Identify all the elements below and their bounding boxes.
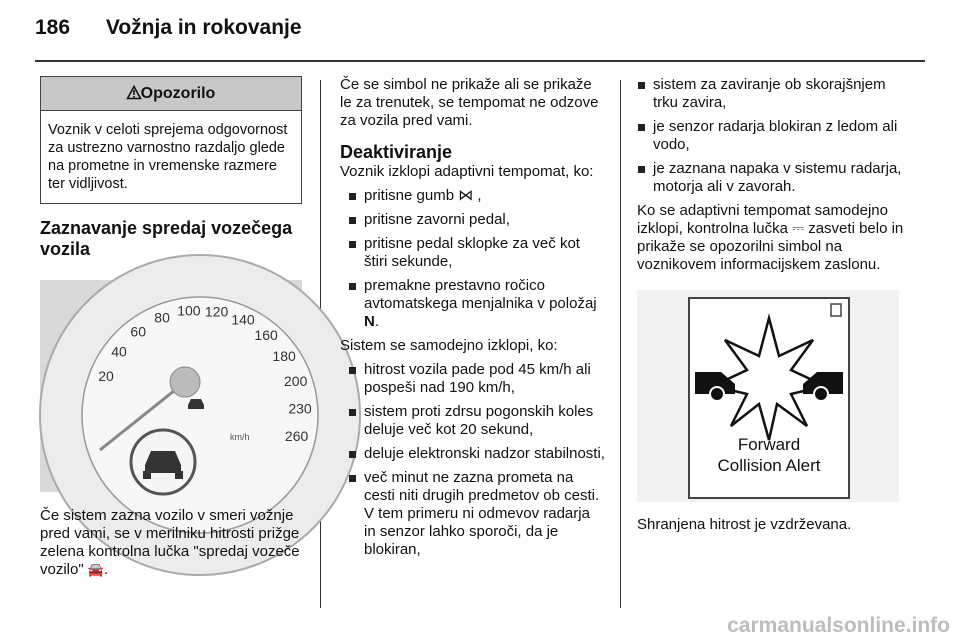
gauge-number: 140	[231, 311, 255, 328]
gauge-number: 120	[204, 303, 229, 320]
section-heading-deactivation: Deaktiviranje	[340, 142, 453, 162]
gauge-number: 80	[154, 309, 170, 326]
forward-collision-alert-display	[637, 290, 899, 502]
front-vehicle-indicator	[188, 399, 204, 409]
page-title: Vožnja in rokovanje	[105, 16, 302, 39]
column-right	[637, 76, 905, 540]
page-header	[35, 16, 302, 40]
list-item: pritisne pedal sklopke za več kot štiri sekunde,	[348, 235, 605, 271]
list-item: pritisne gumb ⋈ ,	[348, 187, 605, 205]
column-left	[40, 76, 312, 585]
gauge-number: 160	[254, 326, 278, 343]
gauge-number: 40	[111, 343, 127, 360]
gauge-number: 20	[98, 367, 114, 384]
header-rule	[35, 60, 925, 62]
gauge-number: 100	[177, 302, 201, 319]
list-item: sistem proti zdrsu pogonskih koles deluje več kot 20 sekund,	[348, 403, 605, 439]
gauge-number: 260	[284, 427, 309, 444]
final-paragraph: Shranjena hitrost je vzdrževana.	[637, 516, 852, 533]
list-item	[348, 277, 605, 331]
forward-collision-alert-figure	[637, 290, 899, 502]
list-item: je senzor radarja blokiran z ledom ali vodo,	[637, 118, 905, 154]
section-heading-front-vehicle: Zaznavanje spredaj vozečega vozila	[40, 218, 293, 259]
gauge-number: 200	[284, 373, 308, 390]
fca-line1: Forward	[737, 435, 801, 454]
gauge-number: 230	[288, 400, 312, 417]
gauge-number: 180	[272, 347, 296, 364]
front-vehicle-text: Če sistem zazna vozilo v smeri vožnje pred vami, se v merilniku hitrosti prižge zelena kontrolna lučka "spredaj vozeče vozilo"	[40, 507, 300, 578]
warning-text: Voznik v celoti sprejema odgovornost za ustrezno varnostno razdaljo glede na prometne in vremenske razmere ter vidljivost.	[48, 122, 288, 192]
list-item-end: .	[374, 313, 380, 330]
warning-title: Opozorilo	[140, 85, 216, 102]
intro-paragraph: Če se simbol ne prikaže ali se prikaže le za trenutek, se tempomat ne odzove za vozila pred vami.	[340, 76, 599, 129]
warning-triangle-icon	[127, 86, 141, 99]
car-front-icon: 🚘	[87, 562, 105, 577]
gauge-number: 60	[130, 323, 146, 340]
list-item: hitrost vozila pade pod 45 km/h ali pospeši nad 190 km/h,	[348, 361, 605, 397]
gear-position-n: N	[364, 313, 375, 330]
speedometer-illustration	[40, 280, 312, 492]
fca-line2: Collision Alert	[717, 456, 821, 475]
warning-header	[41, 77, 301, 111]
watermark-logo: carmanualsonline.info	[727, 614, 950, 637]
gauge-unit: km/h	[230, 432, 250, 442]
list-item-text: premakne prestavno ročico avtomatskega menjalnika v položaj	[364, 277, 597, 312]
list-item: več minut ne zazna prometa na cesti niti drugih predmetov ob cesti. V tem primeru ni odmevov radarja in senzor lahko sporoči, da je blokiran,	[348, 469, 605, 559]
column-middle	[340, 76, 605, 565]
front-vehicle-text-end: .	[104, 561, 109, 578]
gauge-hub	[170, 367, 200, 397]
auto-off-paragraph: Ko se adaptivni tempomat samodejno izklopi, kontrolna lučka ⎓ zasveti belo in prikaže se opozorilni simbol na voznikovem informacijskem zaslonu.	[637, 202, 904, 273]
auto-off-lead: Sistem se samodejno izklopi, ko:	[340, 337, 558, 354]
page-number: 186	[35, 16, 71, 39]
auto-off-list	[340, 361, 605, 559]
auto-off-list-continued	[637, 76, 905, 196]
list-item: pritisne zavorni pedal,	[348, 211, 605, 229]
list-item: deluje elektronski nadzor stabilnosti,	[348, 445, 605, 463]
column-divider	[620, 80, 621, 608]
deactivation-list	[340, 187, 605, 331]
warning-box	[40, 76, 302, 204]
deactivation-lead: Voznik izklopi adaptivni tempomat, ko:	[340, 163, 594, 180]
list-item: sistem za zaviranje ob skorajšnjem trku zavira,	[637, 76, 905, 112]
list-item: je zaznana napaka v sistemu radarja, motorja ali v zavorah.	[637, 160, 905, 196]
